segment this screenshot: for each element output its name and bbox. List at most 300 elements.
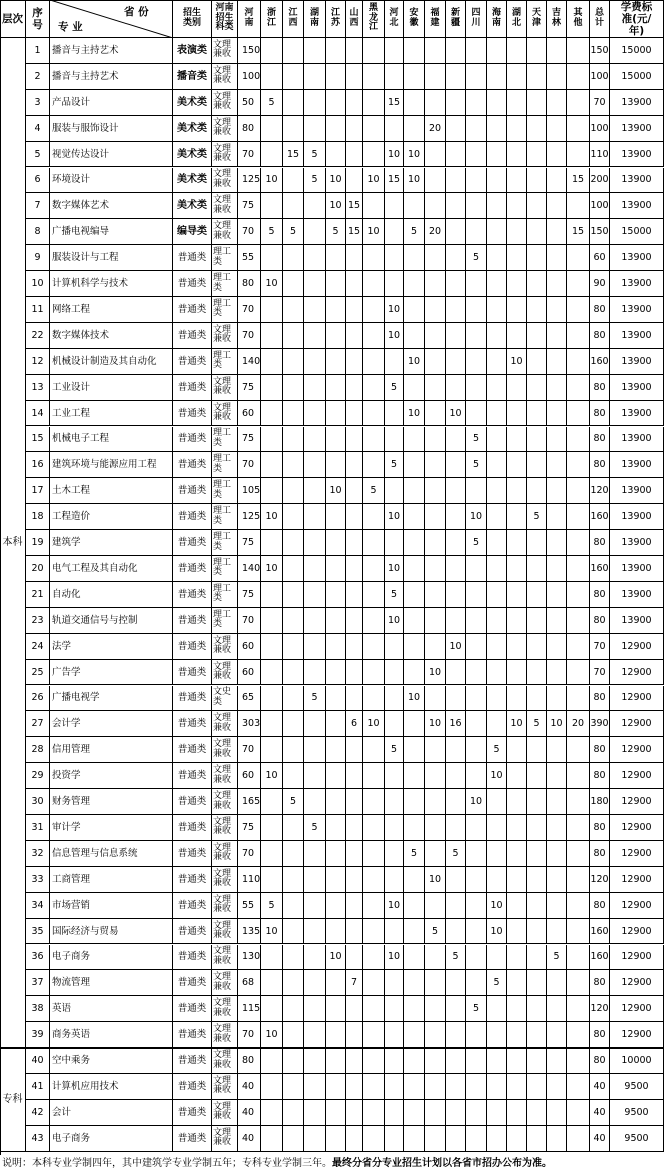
row-quota-0: 115 [238, 996, 261, 1022]
row-quota-13 [507, 297, 527, 323]
row-quota-4 [326, 530, 346, 556]
row-quota-0: 105 [238, 478, 261, 504]
row-fee: 13900 [610, 116, 664, 142]
row-quota-8 [404, 763, 425, 789]
row-quota-9 [425, 634, 446, 660]
row-fee: 12900 [610, 996, 664, 1022]
row-quota-14 [527, 970, 547, 996]
row-quota-5 [346, 841, 363, 867]
row-henan-type: 理工类 [212, 349, 238, 375]
row-quota-10 [446, 349, 466, 375]
row-quota-6 [363, 90, 385, 116]
row-quota-14 [527, 1074, 547, 1100]
row-quota-2 [283, 893, 304, 919]
row-quota-12: 10 [487, 893, 507, 919]
row-quota-6 [363, 271, 385, 297]
row-major: 产品设计 [50, 90, 173, 116]
row-quota-0: 75 [238, 815, 261, 841]
row-quota-16 [567, 504, 590, 530]
row-category: 播音类 [173, 64, 212, 90]
row-quota-5: 6 [346, 711, 363, 737]
row-quota-15 [547, 245, 567, 271]
row-quota-3 [304, 90, 326, 116]
row-henan-type: 理工类 [212, 504, 238, 530]
row-quota-13 [507, 375, 527, 401]
row-quota-10: 5 [446, 945, 466, 971]
row-quota-13 [507, 789, 527, 815]
row-quota-0: 70 [238, 452, 261, 478]
row-quota-12 [487, 815, 507, 841]
row-quota-8 [404, 711, 425, 737]
row-quota-12 [487, 452, 507, 478]
row-quota-6 [363, 919, 385, 945]
row-quota-9: 10 [425, 660, 446, 686]
row-quota-1: 10 [261, 763, 283, 789]
row-quota-3 [304, 116, 326, 142]
row-fee: 13900 [610, 142, 664, 168]
row-quota-3 [304, 737, 326, 763]
row-quota-5 [346, 1048, 363, 1074]
row-quota-5 [346, 737, 363, 763]
row-quota-4: 10 [326, 168, 346, 194]
row-quota-5 [346, 38, 363, 64]
row-total: 70 [590, 634, 610, 660]
row-category: 普通类 [173, 634, 212, 660]
row-quota-10 [446, 919, 466, 945]
row-quota-1 [261, 841, 283, 867]
row-quota-4 [326, 38, 346, 64]
row-quota-4 [326, 686, 346, 712]
row-quota-5 [346, 686, 363, 712]
row-quota-5 [346, 582, 363, 608]
row-quota-3 [304, 919, 326, 945]
row-henan-type: 文理兼收 [212, 711, 238, 737]
row-quota-11: 5 [466, 530, 487, 556]
row-quota-2 [283, 452, 304, 478]
row-major: 计算机应用技术 [50, 1074, 173, 1100]
row-quota-12 [487, 349, 507, 375]
row-seq: 40 [26, 1048, 50, 1074]
row-total: 160 [590, 919, 610, 945]
row-quota-13 [507, 323, 527, 349]
row-quota-7 [385, 841, 404, 867]
row-quota-2 [283, 504, 304, 530]
row-quota-1 [261, 193, 283, 219]
row-quota-16 [567, 608, 590, 634]
row-henan-type: 文理兼收 [212, 893, 238, 919]
row-quota-10: 16 [446, 711, 466, 737]
row-quota-2 [283, 582, 304, 608]
row-quota-16 [567, 193, 590, 219]
row-quota-13 [507, 142, 527, 168]
row-major: 电子商务 [50, 1126, 173, 1152]
row-quota-10 [446, 763, 466, 789]
level-junior-college: 专科 [0, 1048, 26, 1152]
row-quota-1 [261, 401, 283, 427]
row-quota-4 [326, 1022, 346, 1048]
row-quota-1: 5 [261, 219, 283, 245]
row-quota-10 [446, 660, 466, 686]
row-quota-2 [283, 323, 304, 349]
row-quota-9 [425, 271, 446, 297]
row-quota-11 [466, 737, 487, 763]
row-quota-13 [507, 1074, 527, 1100]
row-quota-7 [385, 116, 404, 142]
row-quota-16 [567, 297, 590, 323]
row-quota-5 [346, 996, 363, 1022]
row-fee: 13900 [610, 297, 664, 323]
row-quota-6: 10 [363, 168, 385, 194]
row-quota-6: 10 [363, 711, 385, 737]
row-seq: 21 [26, 582, 50, 608]
row-quota-13 [507, 1022, 527, 1048]
row-fee: 13900 [610, 478, 664, 504]
row-quota-7 [385, 219, 404, 245]
row-henan-type: 理工类 [212, 245, 238, 271]
row-quota-8 [404, 530, 425, 556]
row-quota-0: 75 [238, 530, 261, 556]
row-major: 工程造价 [50, 504, 173, 530]
header-province-3: 湖南 [304, 0, 326, 38]
row-quota-4 [326, 245, 346, 271]
row-category: 普通类 [173, 452, 212, 478]
row-quota-4 [326, 116, 346, 142]
row-fee: 12900 [610, 711, 664, 737]
row-quota-7 [385, 711, 404, 737]
row-quota-9 [425, 427, 446, 453]
row-quota-8 [404, 90, 425, 116]
row-quota-9 [425, 375, 446, 401]
row-quota-2 [283, 375, 304, 401]
row-fee: 9500 [610, 1074, 664, 1100]
row-total: 100 [590, 116, 610, 142]
row-quota-6: 10 [363, 219, 385, 245]
row-quota-14 [527, 452, 547, 478]
row-quota-7 [385, 1126, 404, 1152]
row-quota-13 [507, 634, 527, 660]
row-quota-1 [261, 64, 283, 90]
row-quota-8 [404, 427, 425, 453]
row-total: 80 [590, 1022, 610, 1048]
row-quota-12 [487, 1074, 507, 1100]
row-category: 普通类 [173, 1126, 212, 1152]
row-seq: 28 [26, 737, 50, 763]
row-category: 普通类 [173, 582, 212, 608]
header-total: 总计 [590, 0, 610, 38]
row-seq: 31 [26, 815, 50, 841]
row-quota-10: 10 [446, 634, 466, 660]
row-major: 工业工程 [50, 401, 173, 427]
row-quota-3 [304, 634, 326, 660]
row-quota-16 [567, 375, 590, 401]
row-quota-15 [547, 686, 567, 712]
row-quota-15 [547, 452, 567, 478]
row-quota-15 [547, 90, 567, 116]
row-quota-0: 60 [238, 401, 261, 427]
row-quota-15 [547, 815, 567, 841]
row-seq: 35 [26, 919, 50, 945]
row-major: 商务英语 [50, 1022, 173, 1048]
row-total: 120 [590, 478, 610, 504]
row-quota-12 [487, 271, 507, 297]
row-quota-16 [567, 245, 590, 271]
row-quota-8 [404, 737, 425, 763]
row-quota-10 [446, 1022, 466, 1048]
footnote-bold: 最终分省分专业招生计划以各省市招办公布为准。 [332, 1158, 552, 1169]
row-quota-16 [567, 686, 590, 712]
row-quota-16 [567, 271, 590, 297]
row-quota-10 [446, 323, 466, 349]
row-quota-14 [527, 401, 547, 427]
row-seq: 32 [26, 841, 50, 867]
row-quota-4 [326, 401, 346, 427]
row-quota-15 [547, 142, 567, 168]
row-quota-12 [487, 841, 507, 867]
row-quota-4 [326, 867, 346, 893]
row-quota-0: 60 [238, 763, 261, 789]
row-category: 普通类 [173, 789, 212, 815]
row-seq: 9 [26, 245, 50, 271]
row-quota-5 [346, 478, 363, 504]
row-quota-2 [283, 193, 304, 219]
row-seq: 10 [26, 271, 50, 297]
row-henan-type: 文理兼收 [212, 919, 238, 945]
row-total: 60 [590, 245, 610, 271]
row-quota-15: 10 [547, 711, 567, 737]
row-seq: 18 [26, 504, 50, 530]
row-quota-14 [527, 815, 547, 841]
row-quota-13 [507, 64, 527, 90]
row-quota-14 [527, 64, 547, 90]
row-quota-9: 10 [425, 711, 446, 737]
header-level: 层次 [0, 0, 26, 38]
row-quota-1 [261, 530, 283, 556]
row-seq: 43 [26, 1126, 50, 1152]
row-quota-15 [547, 737, 567, 763]
row-fee: 13900 [610, 193, 664, 219]
row-quota-0: 68 [238, 970, 261, 996]
row-quota-14 [527, 737, 547, 763]
row-seq: 13 [26, 375, 50, 401]
row-quota-16 [567, 789, 590, 815]
row-category: 普通类 [173, 504, 212, 530]
row-category: 普通类 [173, 478, 212, 504]
row-quota-1 [261, 711, 283, 737]
row-quota-5 [346, 323, 363, 349]
row-henan-type: 文理兼收 [212, 815, 238, 841]
row-major: 投资学 [50, 763, 173, 789]
row-fee: 12900 [610, 737, 664, 763]
row-total: 80 [590, 608, 610, 634]
row-quota-0: 130 [238, 945, 261, 971]
row-quota-9 [425, 789, 446, 815]
row-quota-2 [283, 867, 304, 893]
row-quota-2 [283, 297, 304, 323]
row-quota-12 [487, 582, 507, 608]
row-fee: 12900 [610, 867, 664, 893]
row-quota-16 [567, 556, 590, 582]
row-fee: 13900 [610, 271, 664, 297]
row-quota-0: 50 [238, 90, 261, 116]
row-quota-12 [487, 556, 507, 582]
row-seq: 8 [26, 219, 50, 245]
row-quota-3 [304, 530, 326, 556]
row-quota-2 [283, 970, 304, 996]
row-quota-2 [283, 660, 304, 686]
row-quota-7 [385, 1022, 404, 1048]
row-quota-6 [363, 634, 385, 660]
row-quota-7 [385, 970, 404, 996]
row-quota-8 [404, 1048, 425, 1074]
row-fee: 13900 [610, 349, 664, 375]
row-quota-1 [261, 375, 283, 401]
row-quota-3 [304, 789, 326, 815]
row-quota-5 [346, 556, 363, 582]
row-quota-3: 5 [304, 815, 326, 841]
row-quota-16 [567, 427, 590, 453]
row-quota-13 [507, 427, 527, 453]
row-quota-1: 10 [261, 504, 283, 530]
row-quota-9 [425, 168, 446, 194]
row-quota-8: 5 [404, 841, 425, 867]
row-quota-12 [487, 323, 507, 349]
row-total: 200 [590, 168, 610, 194]
row-quota-7: 15 [385, 168, 404, 194]
row-quota-9 [425, 893, 446, 919]
row-quota-11 [466, 193, 487, 219]
row-major: 土木工程 [50, 478, 173, 504]
row-seq: 27 [26, 711, 50, 737]
row-major: 物流管理 [50, 970, 173, 996]
row-quota-8: 5 [404, 219, 425, 245]
row-quota-10 [446, 452, 466, 478]
header-province-0: 河南 [238, 0, 261, 38]
row-quota-1 [261, 660, 283, 686]
row-quota-7: 5 [385, 737, 404, 763]
row-seq: 30 [26, 789, 50, 815]
row-quota-11 [466, 142, 487, 168]
row-total: 150 [590, 38, 610, 64]
row-quota-8 [404, 815, 425, 841]
row-quota-11: 5 [466, 996, 487, 1022]
row-category: 普通类 [173, 375, 212, 401]
header-province-8: 安徽 [404, 0, 425, 38]
row-quota-12 [487, 297, 507, 323]
row-quota-4 [326, 142, 346, 168]
row-quota-13 [507, 504, 527, 530]
row-quota-15 [547, 1074, 567, 1100]
row-quota-2 [283, 38, 304, 64]
row-quota-0: 55 [238, 893, 261, 919]
row-quota-10 [446, 686, 466, 712]
row-quota-4 [326, 427, 346, 453]
row-category: 普通类 [173, 245, 212, 271]
row-quota-14 [527, 1126, 547, 1152]
row-fee: 9500 [610, 1100, 664, 1126]
row-quota-10 [446, 219, 466, 245]
row-category: 普通类 [173, 427, 212, 453]
row-quota-6 [363, 789, 385, 815]
row-quota-1 [261, 142, 283, 168]
row-quota-11 [466, 893, 487, 919]
row-quota-13 [507, 867, 527, 893]
row-seq: 38 [26, 996, 50, 1022]
row-quota-14 [527, 660, 547, 686]
row-quota-11 [466, 64, 487, 90]
row-quota-1 [261, 478, 283, 504]
row-quota-9: 10 [425, 867, 446, 893]
row-quota-14 [527, 38, 547, 64]
row-quota-10 [446, 38, 466, 64]
row-fee: 12900 [610, 660, 664, 686]
row-fee: 15000 [610, 219, 664, 245]
row-quota-1 [261, 116, 283, 142]
row-major: 播音与主持艺术 [50, 64, 173, 90]
row-quota-15 [547, 867, 567, 893]
row-quota-1 [261, 297, 283, 323]
row-fee: 15000 [610, 38, 664, 64]
row-total: 150 [590, 219, 610, 245]
row-quota-3 [304, 1022, 326, 1048]
row-henan-type: 文理兼收 [212, 1074, 238, 1100]
row-major: 工业设计 [50, 375, 173, 401]
row-quota-1: 10 [261, 1022, 283, 1048]
row-quota-8 [404, 867, 425, 893]
row-quota-0: 55 [238, 245, 261, 271]
row-quota-4 [326, 271, 346, 297]
header-province-7: 河北 [385, 0, 404, 38]
row-quota-15 [547, 323, 567, 349]
row-total: 160 [590, 556, 610, 582]
row-quota-16 [567, 349, 590, 375]
row-major: 环境设计 [50, 168, 173, 194]
row-quota-14 [527, 996, 547, 1022]
row-quota-6 [363, 297, 385, 323]
row-quota-3 [304, 245, 326, 271]
row-quota-16 [567, 38, 590, 64]
row-quota-14 [527, 945, 547, 971]
row-henan-type: 文理兼收 [212, 867, 238, 893]
row-quota-6 [363, 530, 385, 556]
row-quota-13 [507, 401, 527, 427]
row-quota-11 [466, 867, 487, 893]
row-quota-14 [527, 686, 547, 712]
row-quota-15 [547, 996, 567, 1022]
row-seq: 4 [26, 116, 50, 142]
row-quota-3 [304, 375, 326, 401]
row-quota-14 [527, 349, 547, 375]
row-quota-11 [466, 608, 487, 634]
row-quota-9 [425, 504, 446, 530]
row-quota-12: 5 [487, 970, 507, 996]
row-quota-0: 303 [238, 711, 261, 737]
row-quota-8 [404, 919, 425, 945]
row-henan-type: 文理兼收 [212, 375, 238, 401]
row-major: 播音与主持艺术 [50, 38, 173, 64]
row-quota-10 [446, 1100, 466, 1126]
row-quota-9 [425, 556, 446, 582]
row-quota-11 [466, 90, 487, 116]
row-quota-5 [346, 452, 363, 478]
row-henan-type: 文理兼收 [212, 116, 238, 142]
row-quota-1 [261, 608, 283, 634]
row-quota-14 [527, 556, 547, 582]
row-quota-10 [446, 90, 466, 116]
row-quota-5 [346, 634, 363, 660]
row-total: 80 [590, 763, 610, 789]
row-quota-5 [346, 789, 363, 815]
row-quota-14 [527, 271, 547, 297]
